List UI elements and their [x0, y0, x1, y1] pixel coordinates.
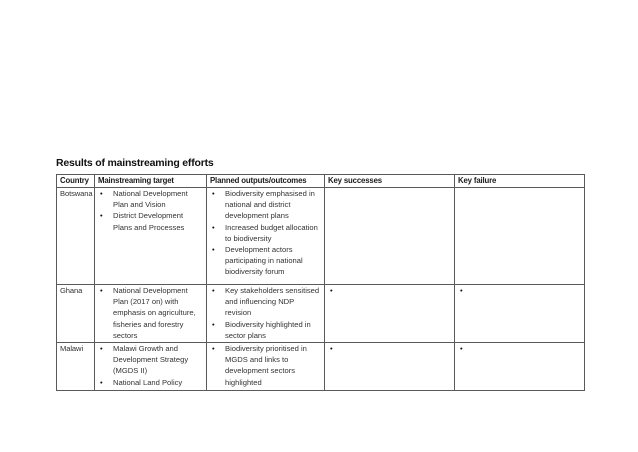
- bullet-icon: •: [100, 189, 103, 198]
- key-failure-cell: [455, 188, 585, 285]
- bullet-icon: •: [212, 286, 215, 295]
- bullet-text: Development actors participating in national biodiversity forum: [225, 245, 303, 277]
- bullet-icon: •: [330, 286, 333, 295]
- planned-outputs-cell: [207, 188, 325, 285]
- bullet-icon: •: [100, 377, 103, 387]
- bullet-item: [98, 343, 203, 377]
- bullet-item: [98, 188, 203, 210]
- bullet-icon: •: [212, 319, 215, 329]
- bullet-item: [98, 285, 203, 341]
- bullet-list: [210, 343, 321, 388]
- table-row: [57, 188, 585, 285]
- header-country: Country: [57, 175, 95, 188]
- bullet-text: National Development Plan (2017 on) with emphasis on agriculture, fisheries and forestry sectors: [113, 286, 196, 340]
- bullet-icon: •: [100, 344, 103, 354]
- country-cell: Malawi: [57, 343, 95, 391]
- table-row: [57, 343, 585, 391]
- results-table: [56, 174, 585, 391]
- bullet-icon: •: [100, 211, 103, 221]
- bullet-icon: •: [100, 286, 103, 295]
- key-successes-cell: [325, 285, 455, 343]
- bullet-item: [210, 244, 321, 278]
- bullet-icon: •: [212, 222, 215, 232]
- bullet-text: Biodiversity highlighted in sector plans: [225, 319, 311, 340]
- bullet-list: [98, 343, 203, 388]
- bullet-text: District Development Plans and Processes: [113, 211, 185, 232]
- table-header-row: [57, 175, 585, 188]
- key-successes-cell: [325, 188, 455, 285]
- country-cell: Ghana: [57, 285, 95, 343]
- key-successes-cell: [325, 343, 455, 391]
- bullet-text: Biodiversity emphasised in national and district development plans: [225, 189, 315, 221]
- mainstreaming-target-cell: [95, 285, 207, 343]
- table-row: [57, 285, 585, 343]
- mainstreaming-target-cell: [95, 188, 207, 285]
- bullet-list: [98, 285, 203, 341]
- bullet-text: National Development Plan and Vision: [113, 189, 188, 210]
- header-key-failure: Key failure: [455, 175, 585, 188]
- planned-outputs-cell: [207, 343, 325, 391]
- bullet-icon: •: [212, 344, 215, 354]
- bullet-item: [210, 319, 321, 341]
- bullet-icon: •: [212, 189, 215, 198]
- bullet-item: [210, 222, 321, 244]
- bullet-item: [210, 285, 321, 319]
- bullet-list: [210, 188, 321, 278]
- country-cell: Botswana: [57, 188, 95, 285]
- bullet-text: National Land Policy: [113, 377, 183, 387]
- header-key-successes: Key successes: [325, 175, 455, 188]
- bullet-text: Malawi Growth and Development Strategy (MGDS II): [113, 344, 189, 376]
- key-failure-cell: [455, 343, 585, 391]
- bullet-item: [210, 188, 321, 222]
- bullet-list: [98, 188, 203, 233]
- bullet-text: Increased budget allocation to biodiversity: [225, 222, 318, 243]
- bullet-icon: •: [460, 344, 463, 354]
- header-planned-outputs: Planned outputs/outcomes: [207, 175, 325, 188]
- bullet-item: [98, 377, 203, 388]
- planned-outputs-cell: [207, 285, 325, 343]
- section-heading: Results of mainstreaming efforts: [56, 157, 214, 169]
- table-body: [57, 188, 585, 391]
- bullet-item: [98, 210, 203, 232]
- header-mainstreaming-target: Mainstreaming target: [95, 175, 207, 188]
- bullet-item: [210, 343, 321, 388]
- bullet-text: Key stakeholders sensitised and influencing NDP revision: [225, 286, 320, 318]
- bullet-icon: •: [330, 344, 333, 354]
- bullet-icon: •: [460, 286, 463, 295]
- bullet-icon: •: [212, 245, 215, 255]
- bullet-text: Biodiversity prioritised in MGDS and links to development sectors highlighted: [225, 344, 307, 387]
- bullet-list: [210, 285, 321, 341]
- mainstreaming-target-cell: [95, 343, 207, 391]
- key-failure-cell: [455, 285, 585, 343]
